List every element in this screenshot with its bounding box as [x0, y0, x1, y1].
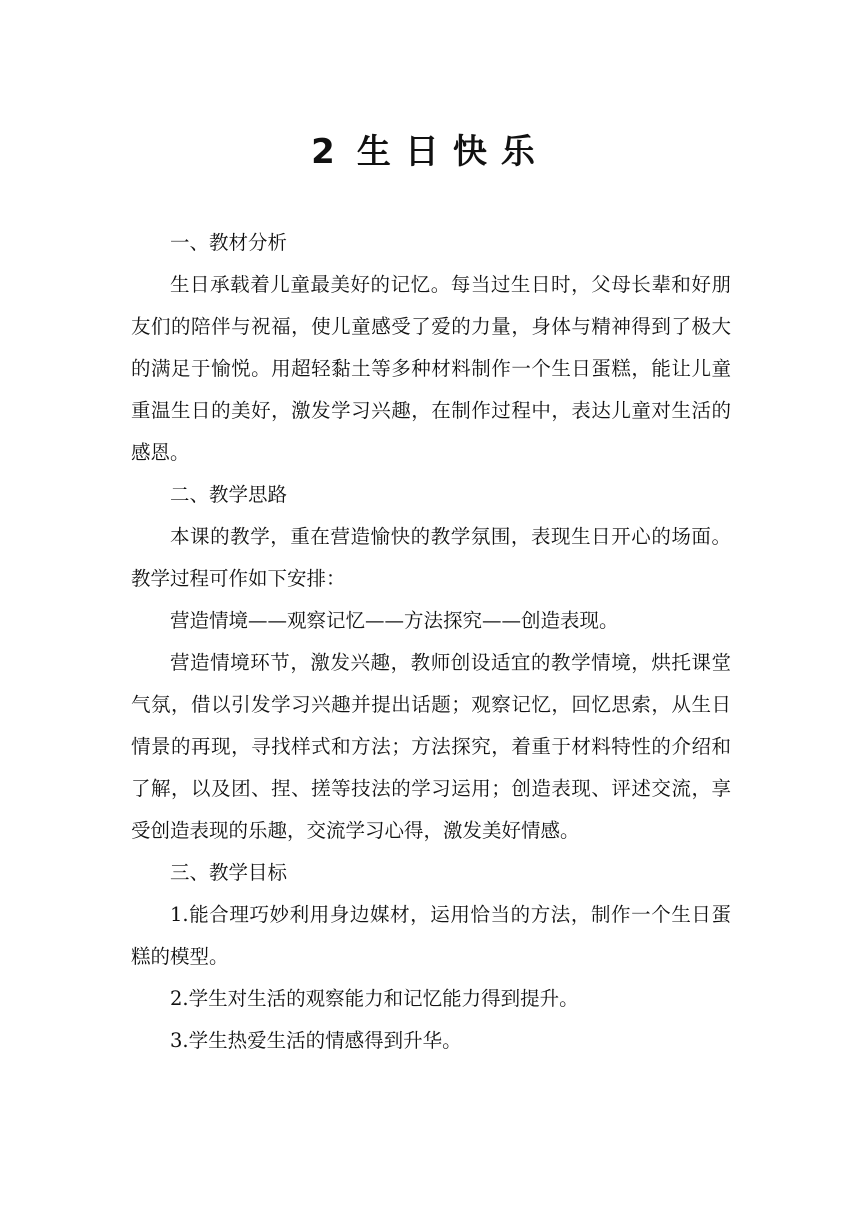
paragraph-approach-intro: 本课的教学，重在营造愉快的教学氛围，表现生日开心的场面。教学过程可作如下安排： — [131, 525, 731, 590]
document-body — [131, 222, 731, 1062]
title-text: 生日快乐 — [356, 132, 549, 172]
section-heading-materials: 一、教材分析 — [170, 231, 288, 254]
paragraph-approach-steps: 营造情境——观察记忆——方法探究——创造表现。 — [170, 609, 619, 632]
objective-item-1: 1.能合理巧妙利用身边媒材，运用恰当的方法，制作一个生日蛋糕的模型。 — [131, 903, 731, 968]
section-heading-objectives: 三、教学目标 — [170, 861, 288, 884]
objective-item-3: 3.学生热爱生活的情感得到升华。 — [170, 1029, 462, 1052]
objective-item-2: 2.学生对生活的观察能力和记忆能力得到提升。 — [170, 987, 579, 1010]
paragraph-materials-analysis: 生日承载着儿童最美好的记忆。每当过生日时，父母长辈和好朋友们的陪伴与祝福，使儿童感受了爱的力量，身体与精神得到了极大的满足于愉悦。用超轻黏土等多种材料制作一个生日蛋糕，能让儿童重温生日的美好，激发学习兴趣，在制作过程中，表达儿童对生活的感恩。 — [131, 273, 731, 464]
section-heading-approach: 二、教学思路 — [170, 483, 288, 506]
page-title — [0, 128, 860, 176]
title-number: 2 — [311, 132, 335, 172]
paragraph-approach-detail: 营造情境环节，激发兴趣，教师创设适宜的教学情境，烘托课堂气氛，借以引发学习兴趣并提出话题；观察记忆，回忆思索，从生日情景的再现，寻找样式和方法；方法探究，着重于材料特性的介绍和了解，以及团、捏、搓等技法的学习运用；创造表现、评述交流，享受创造表现的乐趣，交流学习心得，激发美好情感。 — [131, 651, 731, 842]
